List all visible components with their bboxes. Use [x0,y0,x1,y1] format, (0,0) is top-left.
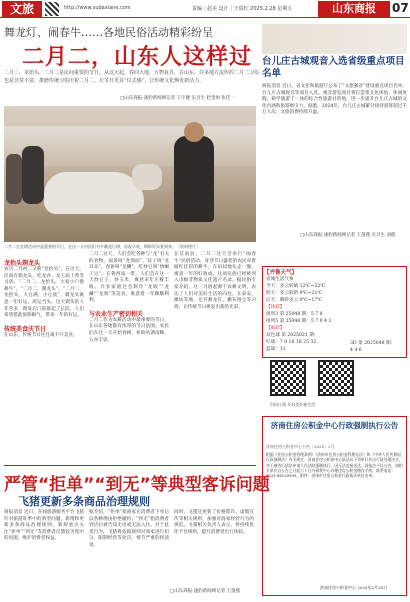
lead-column-1 [4,258,84,339]
info-line: 4 4 6 [350,348,362,353]
qr-code-icon [45,2,59,16]
body-text: 在莒南县，二月二这天会举行“闹春牛”民俗活动，身穿节日盛装的农民牵着披红挂彩的耕牛，在田间地头走一圈，寓意一年的好收成。这项民俗已经被列入市级非物质文化遗产名录。据民俗专家介绍，这一习俗起源于农耕文明，表达了人们对美好生活的向往。在泰安、潍坊等地，还有舞龙灯、撒灰围仓等习俗，让传统节日焕发出新的光彩。 [174,252,256,310]
bottom-column-2: 据介绍，“拒单”指商家在消费者下单后以各种理由拒绝履约；“到无”指消费者到店后被告知无房或无法入住。对于此类行为，飞猪将依据规则对商家进行扣分、限制经营等处罚，情节严重的将清退。 [89,510,169,548]
info-line: 【体彩】 [266,305,285,310]
page-number: 07 [392,1,409,15]
bottom-column-1: 商报消息 近日，在线旅游服务平台飞猪针对旅游旺季中的典型问题，新增和更新多条商品治理规则。新规重点关注“拒单”“到无”等消费者反馈较为集中的问题，维护消费者权益。 [4,510,84,542]
photo-farmer [174,136,214,222]
editor-info: 责编｜赵美 设计｜王瑞红 2025.2.28 星期五 [192,6,293,12]
bottom-byline: □山东商报·速豹新闻网记者 王蓬燕 [170,589,241,594]
qr-code-icon[interactable] [318,360,354,396]
photo-farmer-head [184,122,204,142]
info-box-title: 【齐鲁天气】 [264,270,298,276]
section-divider [4,465,256,466]
body-text: 二月二这天，人们会吃各种与“龙”有关的食物，面条叫“龙须面”，饺子叫“龙耳朵”，春饼叫“龙鳞”，吃炒豆叫“炒蝎子豆”。在鲁西南一带，人们会在这一天炒豆子、炒玉米，寓意来年庄稼丰收。许多家庭还会制作“龙眼”“龙鳞”“龙须”等美食，寓意着一年顺顺利利。 [89,252,169,304]
subhead: 龙抬头剃龙头 [4,260,41,267]
notice-box [262,416,407,596]
bottom-column-3: 同时，飞猪还更新了价格欺诈、虚假宣传等相关规则，加强对商家经营行为的规范。飞猪相关负责人表示，将持续优化平台规则，提升消费者出行体验。 [174,510,254,535]
photo-ox [44,172,144,214]
info-line: 蓝球：11 [266,347,286,352]
subhead: 与农业生产密切相关 [89,310,144,318]
masthead: 山东商报 [318,1,390,17]
notice-footer: 济南住房公积金中心 2025年2月28日 [320,585,388,590]
lead-column-2 [89,252,169,344]
qr-code-icon[interactable] [270,360,306,396]
notice-body: 根据《住房公积金管理条例》《济南市住房公积金管理办法》和《中华人民共和国行政强制法》有关规定，济南住房公积金中心依法向下列单位作出行政处理决定，并于催告后依法申请人民法院强制执行。因无法直接送达，现依法予以公告，请相关单位自公告之日起六十日内到我中心办理住房公积金缴存手续。联系电话：0531-86129999。附件：济南市住房公积金行政执法单位名单。 [266,452,403,479]
photo-figure [22,146,44,204]
body-text: 在山东，传统节日往往离不开美食。 [4,332,78,338]
lead-kicker: 舞龙灯、闹春牛……各地民俗活动精彩纷呈 [4,26,213,39]
section-tag: 文旅 [2,1,42,17]
info-line: 红球：7 8 16 18 25 32 [266,340,317,345]
photo-caption: 二月二在农耕活动中是重要的节日，在这一天村民们为牛戴花行耕，祈祝丰收，期盼好年景到来。（资料图片） [4,244,200,249]
right-photo [262,24,407,54]
right-byline: □山东商报·速豹新闻网记者 王蓬燕 实习生 刘蔚 [300,233,396,238]
info-line: 排列5 第 25048 期：5 7 0 4 3 [266,319,332,324]
lead-byline: □山东商报·速豹新闻网记者 王宇婕 实习生 赵金如 张佳一 [120,96,235,101]
bottom-headline: 严管“拒单”“到无”等典型客诉问题 [4,475,270,495]
info-line: 省城生活气象 [266,277,294,282]
body-text: 二月二作为农耕活动中最重要的节日，在山东各地都有浓厚的节日氛围。农民们在这一天开始春耕，祈盼风调雨顺，五谷丰登。 [89,317,169,343]
notice-title: 济南住房公积金中心行政强制执行公告 [270,421,399,430]
info-line: 排列3 第 25048 期：5 7 0 [266,312,323,317]
info-line: 明天：多云转阴 9℃~21℃ [266,291,323,296]
subhead: 传统美食庆节日 [4,325,47,333]
notice-subtitle: 济南住房公积金中心公告〔2025〕2号 [266,444,335,449]
body-text: 农历二月初二又称“龙抬头”，在这天，民间有剃龙头、吃龙食、龙王庙上香等习俗。“二月二，龙抬头，大家小户使耕牛”，“二月二，剃龙头”，“二月二，龙抬头，大仓满，小仓流”。剃龙头寓意一年好运，鸿运当头。这天剃头的人非常多，理发店门前排起了长队，人们希望借此驱除晦气，带来一年的好运。 [4,267,84,319]
info-line: 3D 第 2025048 期： [350,341,396,346]
bottom-subheadline: 飞猪更新多条商品治理规则 [18,495,150,508]
lead-paragraph: 二月二，龙抬头。二月二是民间重要的节日，从这天起，春回大地，万物复苏，在山东，许多地方流传的二月二习俗也是非常丰富，推磨传统习俗庆祝二月二，让节日更具“仪式感”，让传统文化焕发新活力。 [4,70,260,84]
info-line: 后天：晴转多云 0℃~17℃ [266,298,323,303]
info-line: 【福彩】 [266,326,285,331]
info-line: 今天：多云转晴 12℃~22℃ [266,284,326,289]
site-url[interactable]: http://www.sudaxiane.com [64,5,131,11]
info-box-extra [350,340,406,354]
photo-ox-head [132,164,162,190]
right-headline: 台儿庄古城观音入选省级重点项目名单 [262,56,405,79]
lead-headline: 二月二，山东人这样过 [22,45,253,70]
lead-column-3 [174,252,256,311]
lead-photo [4,106,256,242]
info-line: 双色球 第 2025021 期： [266,333,319,338]
right-body: 商报消息 近日，省文化和旅游厅公布了“文旅强省”建设重点项目名单，台儿庄古城观音等项目入选。观音游览项目将打造集文化体验、休闲度假、研学旅游于一体的综合性旅游目的地，进一步提升台儿庄古城的文化内涵和旅游吸引力。据悉，2024年，台儿庄古城累计接待游客超过千万人次，文旅消费持续升温。 [262,84,407,116]
photo-figure [6,154,22,204]
qr-caption: 扫码订阅 开启美好新生活 [270,402,316,407]
